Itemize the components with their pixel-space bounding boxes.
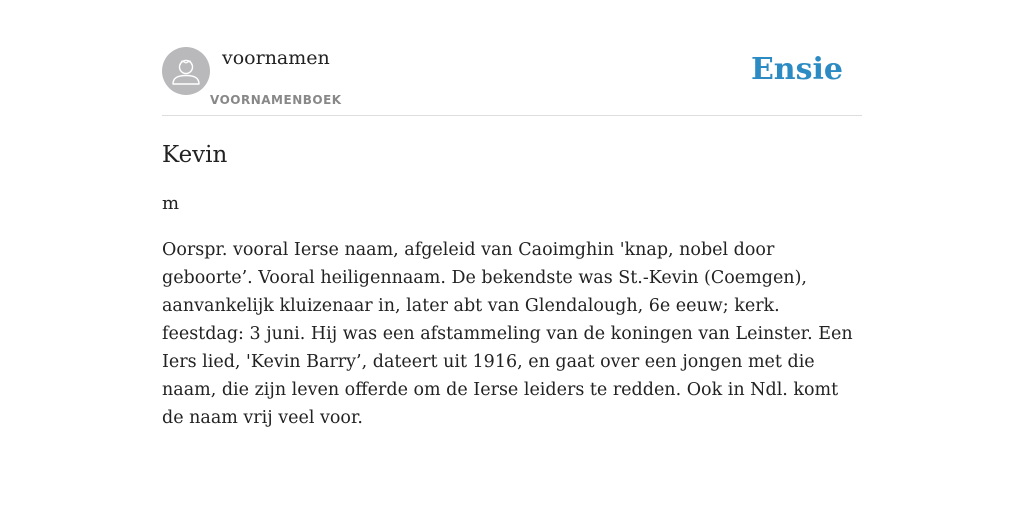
book-name-link[interactable]: VOORNAMENBOEK	[210, 93, 342, 107]
article-body: Oorspr. vooral Ierse naam, afgeleid van Caoimghin 'knap, nobel door geboorte’. Vooral heiligennaam. De bekendste was St.-Kevin (Coemgen), aanvankelijk kluizenaar in, later abt van Glendalough, 6e eeuw; kerk. feestdag: 3 juni. Hij was een afstammeling van de koningen van Leinster. Een Iers lied, 'Kevin Barry’, dateert uit 1916, en gaat over een jongen met die naam, die zijn leven offerde om de Ierse leiders te redden. Ook in Ndl. komt de naam vrij veel voor.	[162, 240, 853, 428]
gender-label: m	[162, 193, 180, 214]
article-title: Kevin	[162, 142, 228, 168]
page-header	[162, 46, 862, 116]
page	[162, 0, 862, 432]
author-name-link[interactable]: voornamen	[222, 47, 330, 69]
author-avatar[interactable]	[162, 47, 210, 95]
ensie-logo[interactable]: Ensie	[750, 52, 843, 87]
user-icon	[162, 47, 210, 95]
